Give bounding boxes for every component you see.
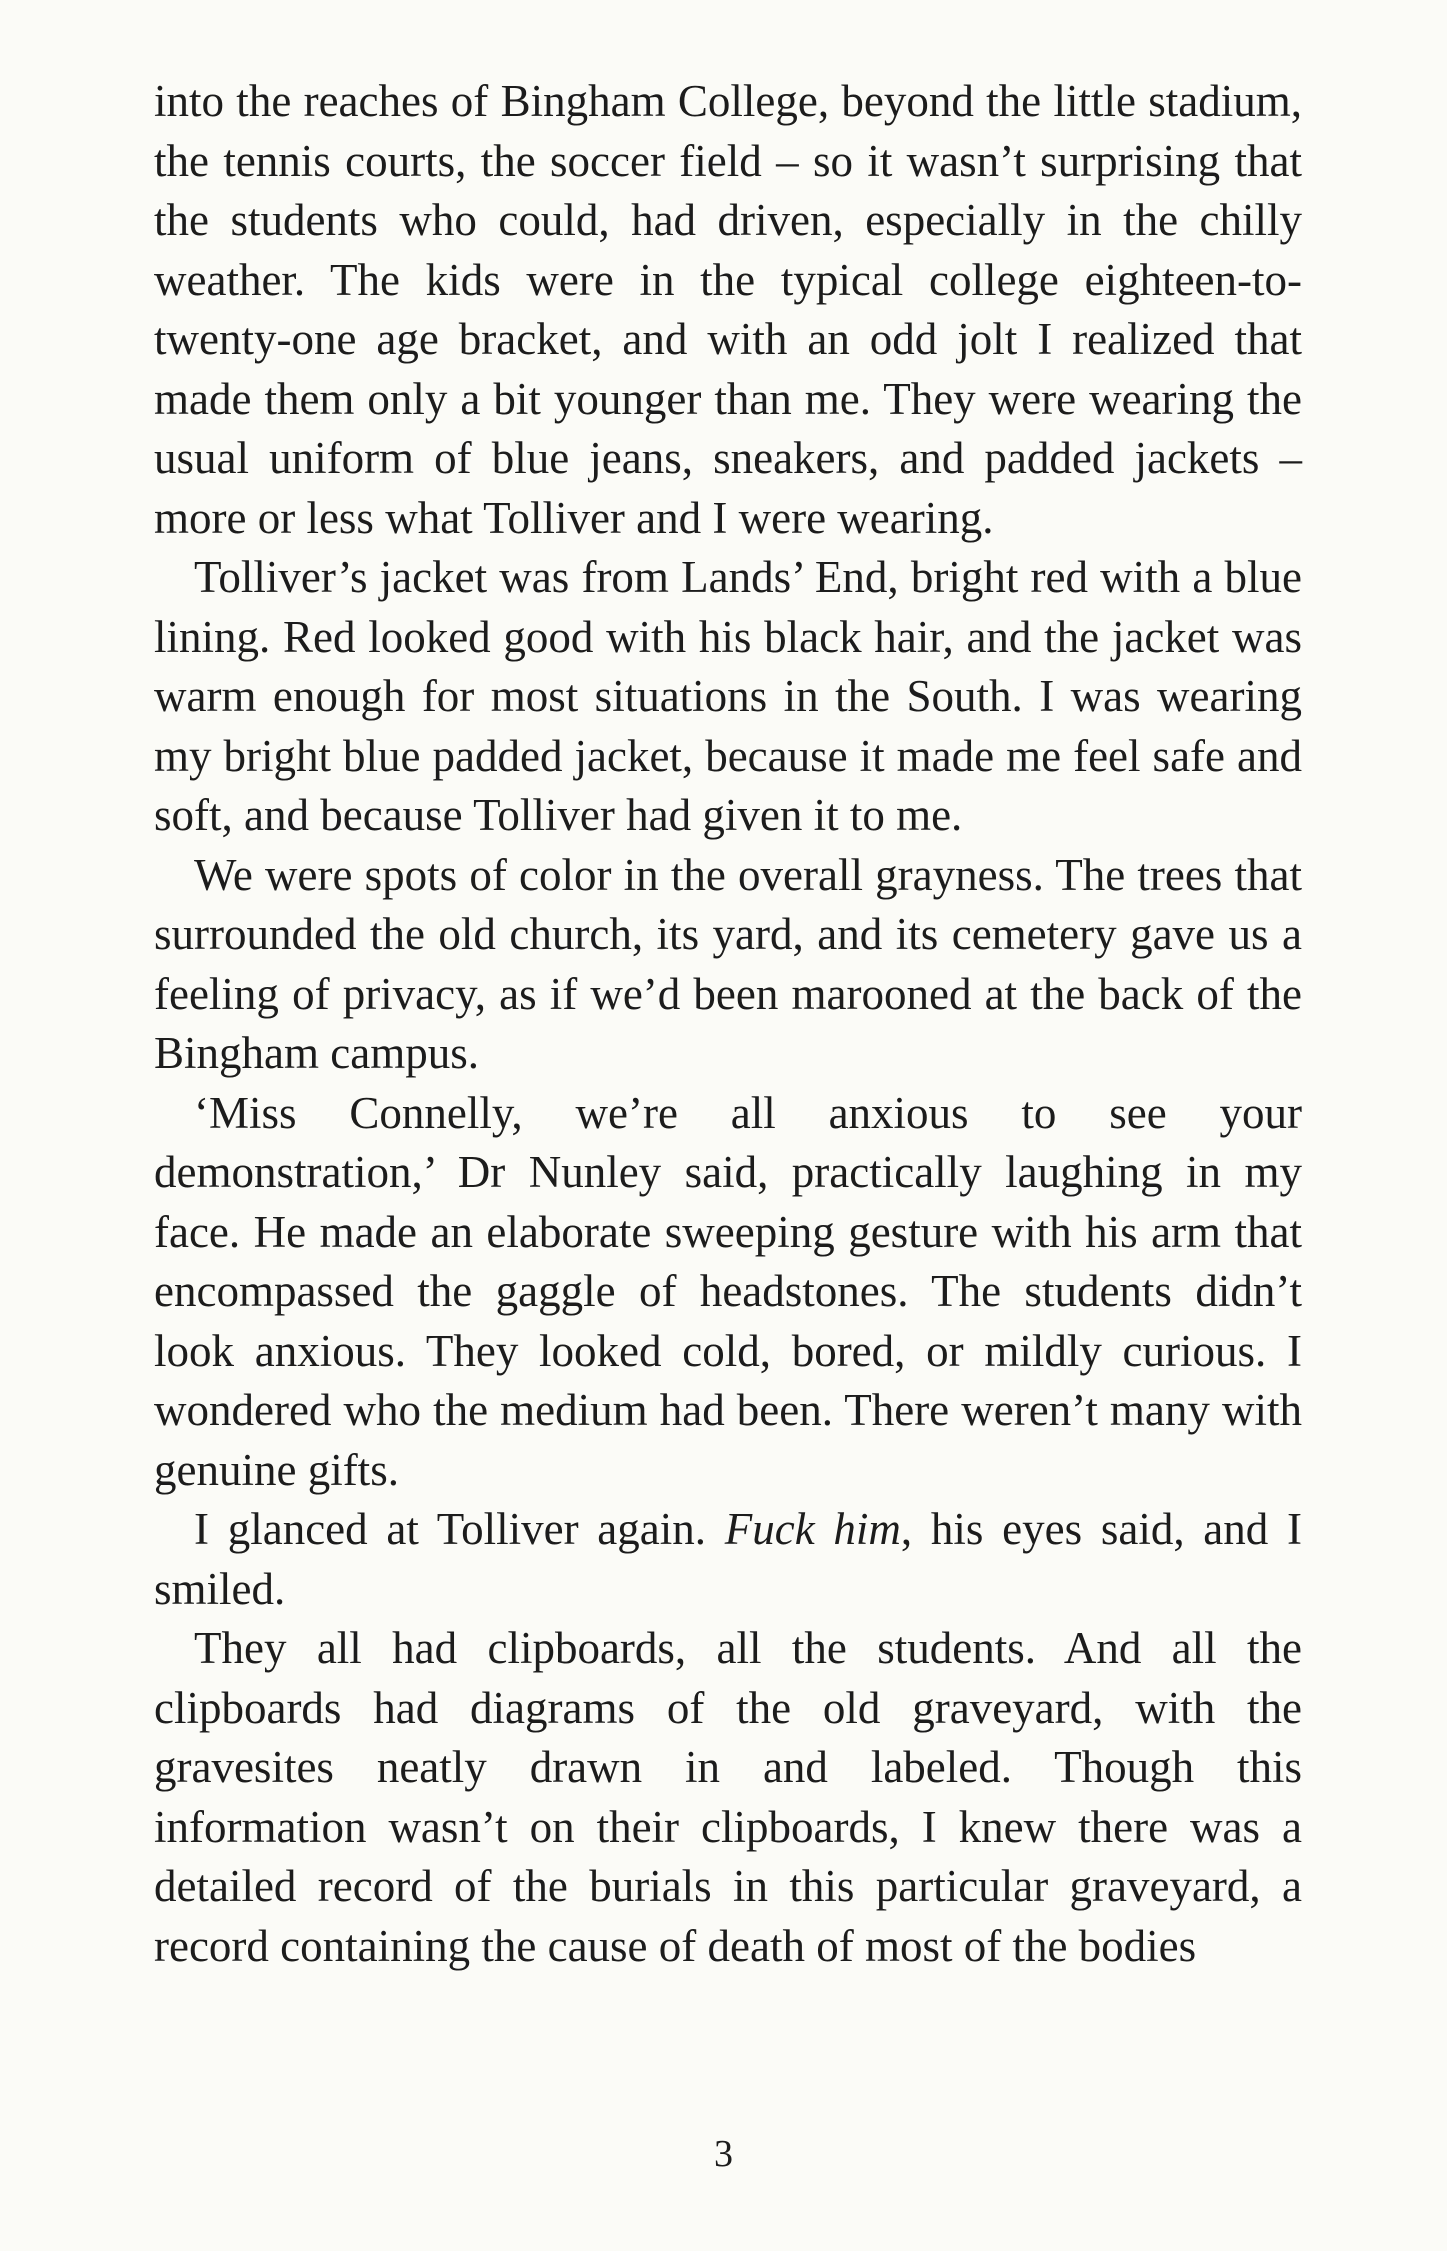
paragraph-6: They all had clipboards, all the students. And all the clipboards had diagrams of the old graveyard, with the gravesites neatly drawn in and labeled. Though this information wasn’t on their clipboards, I knew there was a detailed record of the burials in this particular graveyard, a record containing the cause of death of most of the bodies <box>154 1623 1302 1971</box>
paragraph-5 <box>154 1500 1302 1619</box>
paragraph-3: We were spots of color in the overall grayness. The trees that surrounded the old church, its yard, and its cemetery gave us a feeling of privacy, as if we’d been marooned at the back of the Bingham campus. <box>154 849 1302 1078</box>
page-number: 3 <box>714 2133 733 2175</box>
italic-phrase: Fuck him <box>724 1504 901 1554</box>
paragraph-5-end: , his eyes said, and I smiled. <box>154 1504 1302 1614</box>
body-text <box>154 72 1302 1976</box>
paragraph-5-start: I glanced at Tolliver again. <box>194 1504 725 1554</box>
paragraph-4: ‘Miss Connelly, we’re all anxious to see your demonstration,’ Dr Nunley said, practically laughing in my face. He made an elaborate sweeping gesture with his arm that encompassed the gaggle of headstones. The students didn’t look anxious. They looked cold, bored, or mildly curious. I wondered who the medium had been. There weren’t many with genuine gifts. <box>154 1087 1302 1495</box>
paragraph-1: into the reaches of Bingham College, beyond the little stadium, the tennis courts, the soccer field – so it wasn’t surprising that the students who could, had driven, especially in the chilly weather. The kids were in the typical college eighteen-to-twenty-one age bracket, and with an odd jolt I realized that made them only a bit younger than me. They were wearing the usual uniform of blue jeans, sneakers, and padded jackets – more or less what Tolliver and I were wearing. <box>154 76 1302 543</box>
paragraph-2: Tolliver’s jacket was from Lands’ End, bright red with a blue lining. Red looked good with his black hair, and the jacket was warm enough for most situations in the South. I was wearing my bright blue padded jacket, because it made me feel safe and soft, and because Tolliver had given it to me. <box>154 552 1302 840</box>
